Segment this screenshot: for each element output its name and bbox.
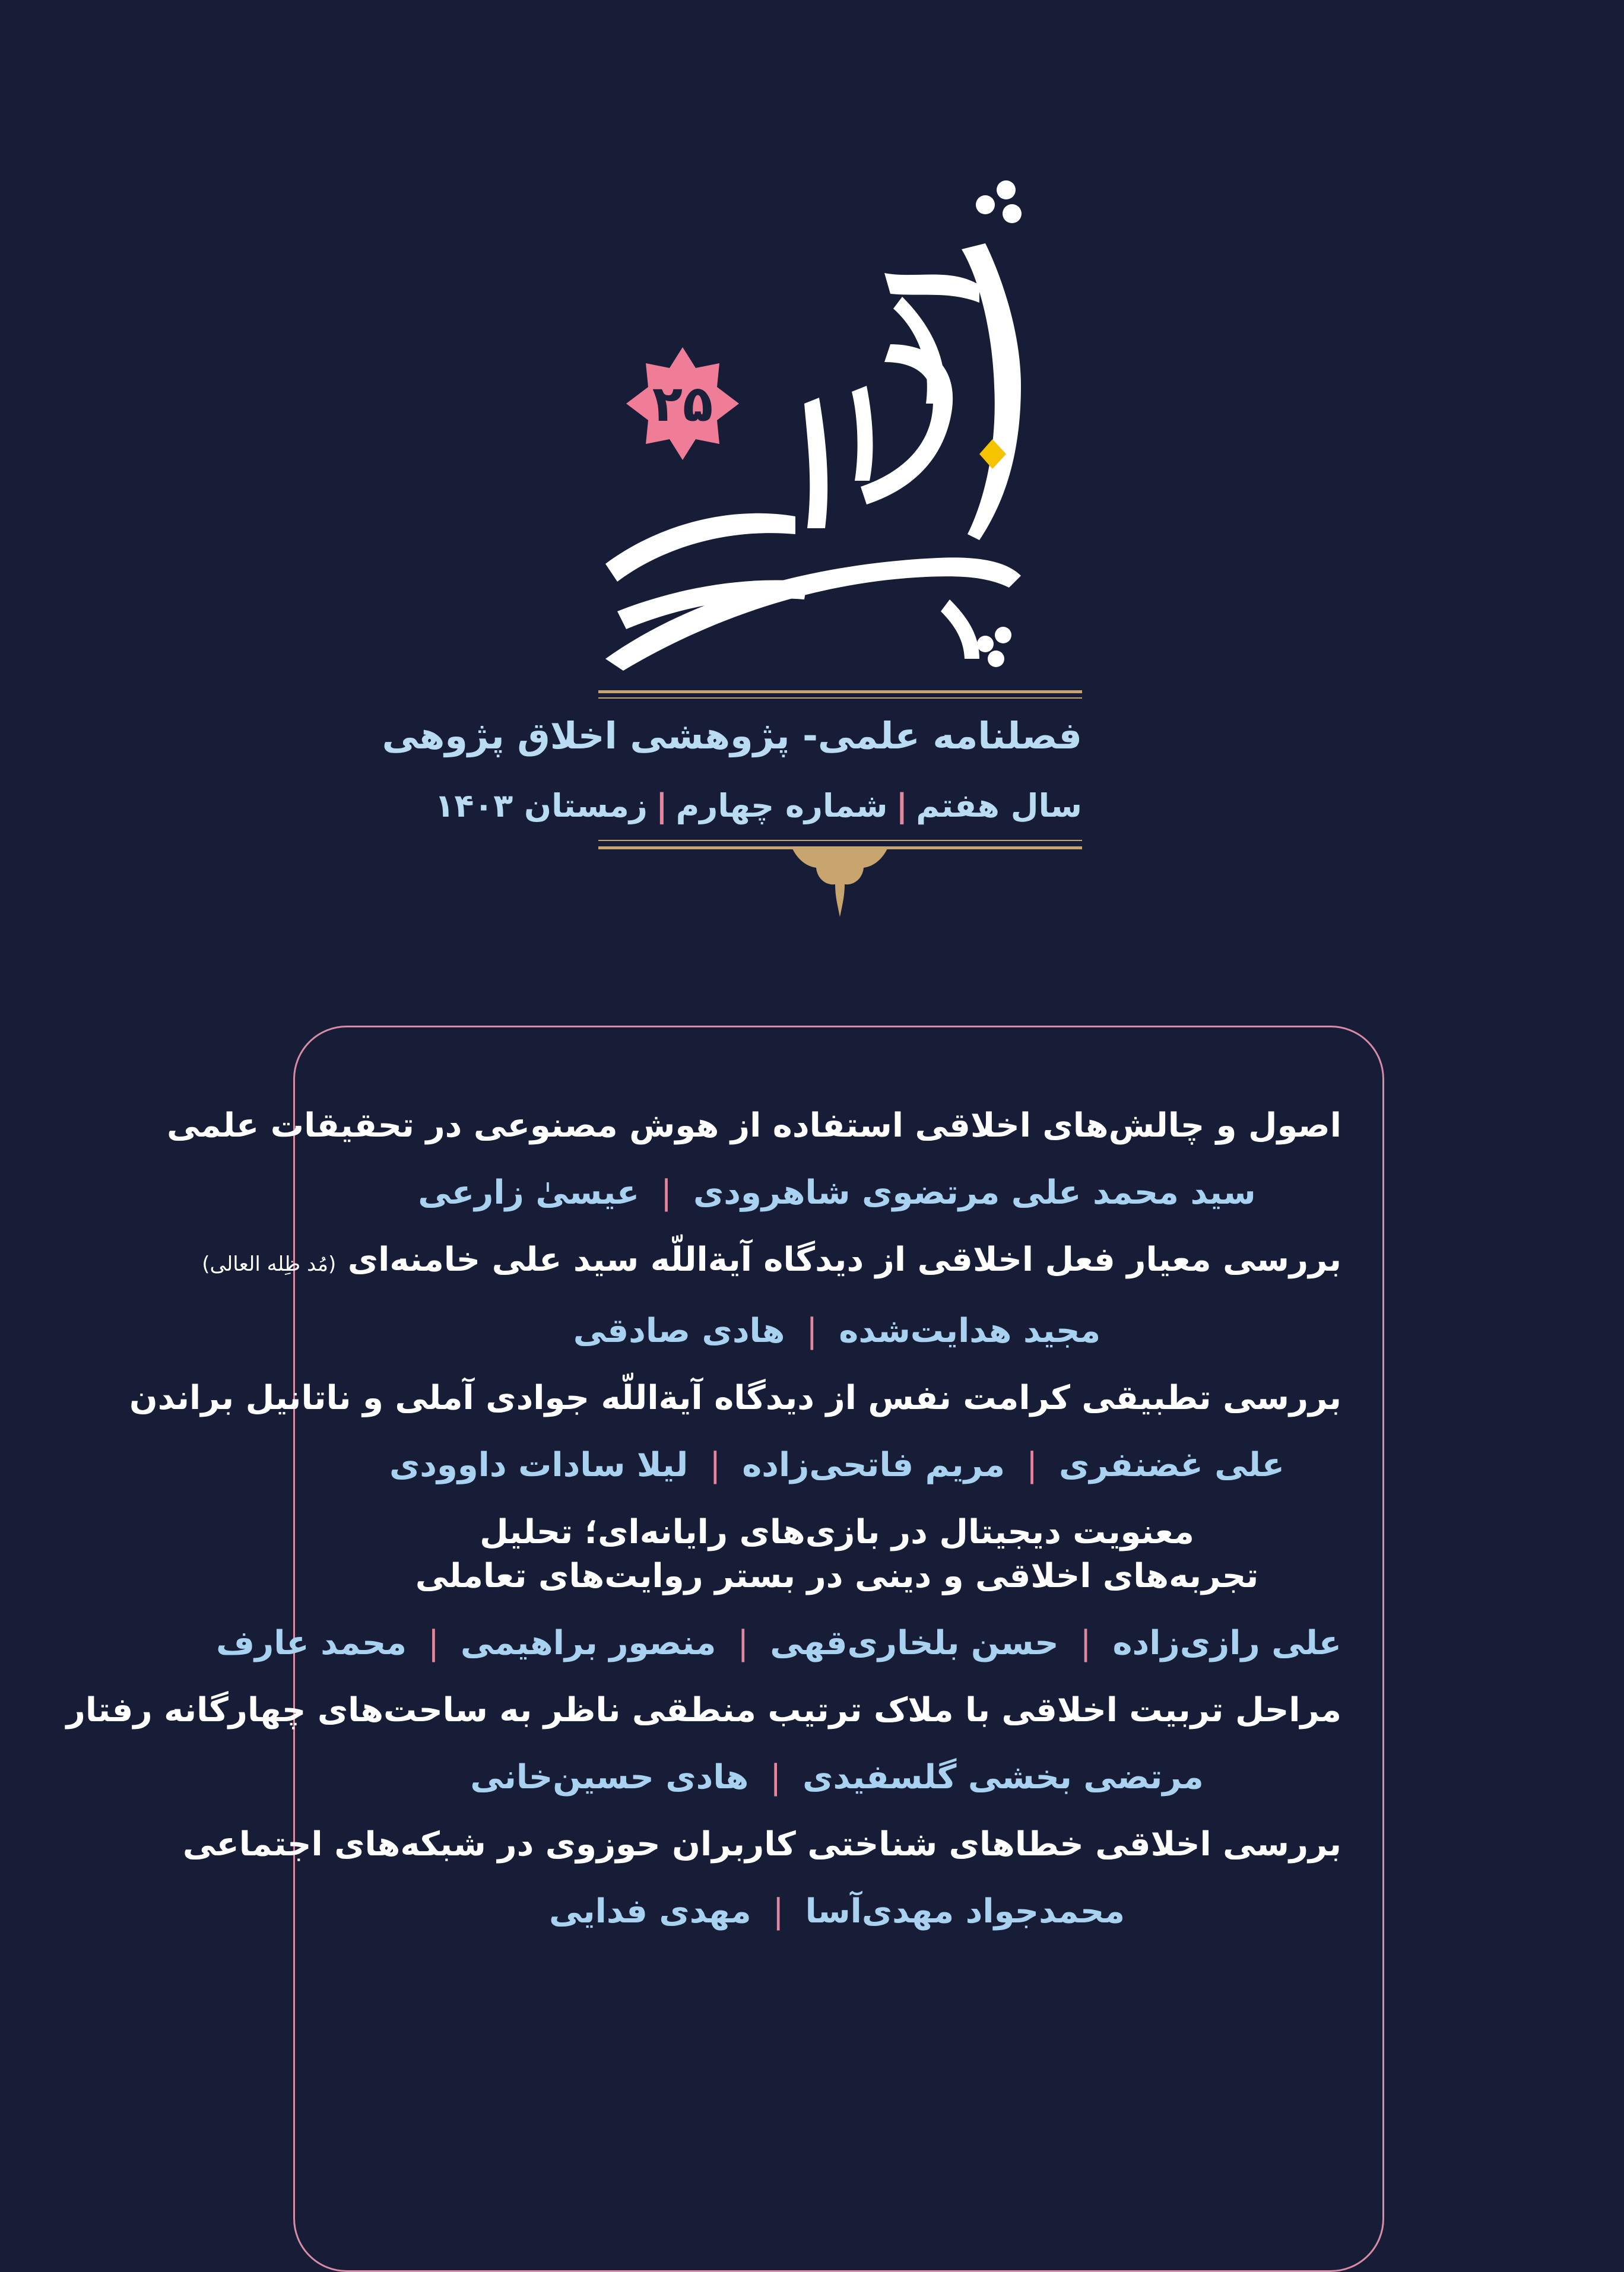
author-separator: | [1026, 1446, 1038, 1484]
author-separator: | [428, 1624, 439, 1662]
author-name: محمد عارف [216, 1624, 407, 1662]
article-entry [66, 1689, 1341, 1801]
author-separator: | [1080, 1624, 1092, 1662]
author-name: هادی حسین‌خانی [470, 1758, 749, 1797]
article-title[interactable]: معنویت دیجیتال در بازی‌های رایانه‌ای؛ تحلیل تجربه‌های اخلاقی و دینی در بستر روایت‌های تعاملی [415, 1513, 1259, 1595]
author-name: عیسیٰ زارعی [418, 1173, 640, 1212]
author-name: مرتضی بخشی گلسفیدی [803, 1758, 1204, 1797]
article-authors [216, 1620, 1341, 1667]
author-separator: | [772, 1892, 784, 1931]
article-title[interactable]: بررسی تطبیقی کرامت نفس از دیدگاه آیة‌اللّه جوادی آملی و ناتانیل براندن [129, 1379, 1341, 1417]
author-separator: | [661, 1173, 672, 1212]
journal-subtitle: فصلنامه علمی- پژوهشی اخلاق پژوهی [382, 714, 1082, 757]
article-title-text: بررسی معیار فعل اخلاقی از دیدگاه آیة‌اللّه سید علی خامنه‌ای [347, 1240, 1341, 1279]
author-name: سید محمد علی مرتضوی شاهرودی [693, 1173, 1256, 1212]
article-entry [202, 1238, 1341, 1355]
issue-badge-number: ۲۵ [652, 375, 713, 433]
ornament-icon [792, 849, 887, 917]
article-authors [332, 1308, 1341, 1355]
author-name: مجید هدایت‌شده [839, 1312, 1101, 1350]
author-name: منصور براهیمی [460, 1624, 716, 1662]
gold-rule-top-thin [598, 697, 1082, 699]
issue-season: زمستان ۱۴۰۳ [434, 787, 648, 824]
article-authors [332, 1754, 1341, 1801]
article-entry [216, 1511, 1341, 1667]
author-name: حسن بلخاری‌قهی [770, 1624, 1059, 1662]
author-name: مهدی فدایی [548, 1892, 751, 1931]
article-authors [332, 1442, 1341, 1489]
issue-year: سال هفتم [916, 787, 1082, 824]
issue-separator: | [655, 787, 668, 824]
author-separator: | [737, 1624, 749, 1662]
article-entry [129, 1376, 1341, 1489]
journal-logo [570, 148, 1104, 683]
issue-number: شماره چهارم [675, 787, 888, 824]
author-separator: | [709, 1446, 721, 1484]
author-name: علی غضنفری [1058, 1446, 1285, 1484]
author-name: لیلا سادات داوودی [389, 1446, 689, 1484]
table-of-contents [66, 1104, 1341, 1957]
issue-badge [623, 344, 742, 463]
article-entry [166, 1104, 1341, 1217]
gold-rule-top [598, 690, 1082, 693]
article-title[interactable]: بررسی اخلاقی خطاهای شناختی کاربران حوزوی در شبکه‌های اجتماعی [182, 1825, 1341, 1864]
author-name: مریم فاتحی‌زاده [742, 1446, 1006, 1484]
author-name: علی رازی‌زاده [1112, 1624, 1341, 1662]
article-authors [332, 1888, 1341, 1935]
author-separator: | [806, 1312, 818, 1350]
article-title[interactable]: مراحل تربیت اخلاقی با ملاک ترتیب منطقی ناظر به ساحت‌های چهارگانه رفتار [66, 1691, 1341, 1730]
issue-separator: | [896, 787, 908, 824]
author-name: هادی صادقی [573, 1312, 785, 1350]
article-entry [182, 1823, 1341, 1935]
author-name: محمدجواد مهدی‌آسا [805, 1892, 1125, 1931]
issue-info [434, 776, 1082, 836]
article-authors [332, 1169, 1341, 1217]
author-separator: | [770, 1758, 782, 1797]
article-title[interactable] [202, 1238, 1341, 1286]
article-title[interactable]: اصول و چالش‌های اخلاقی استفاده از هوش مصنوعی در تحقیقات علمی [166, 1106, 1341, 1145]
gold-rule-bottom-thin [598, 840, 1082, 841]
article-title-honorific: (مُد ظِله العالی) [202, 1252, 337, 1276]
